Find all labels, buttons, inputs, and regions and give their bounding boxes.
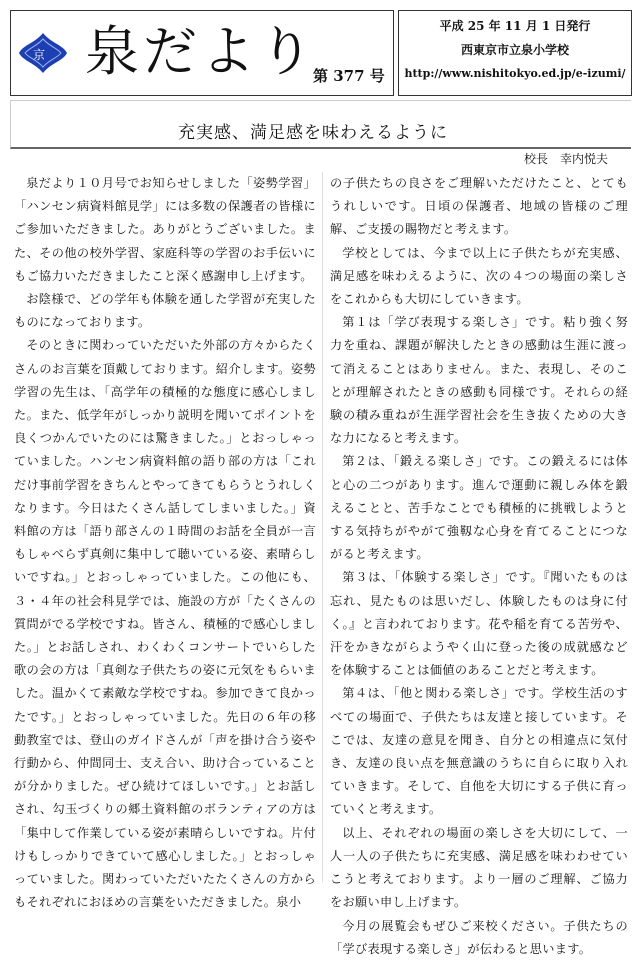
paragraph: の子供たちの良さをご理解いただけたこと、とてもうれしいです。日頃の保護者、地域の皆様のご理解、ご支援の賜物だと考えます。 bbox=[330, 176, 628, 237]
column-divider bbox=[322, 172, 323, 882]
emblem-label: 京 bbox=[33, 48, 46, 62]
paragraph: 今月の展覧会もぜひご来校ください。子供たちの「学び表現する楽しさ」が伝わると思います。 bbox=[330, 918, 628, 956]
paragraph: そのときに関わっていただいた外部の方々からたくさんのお言葉を頂戴しております。紹介します。姿勢学習の先生は、「高学年の積極的な態度に感心しました。また、低学年がしっかり説明を聞いてポイントを良くつかんでいたのには驚きました。」とおっしゃっていました。ハンセン病資料館の語り部の方は「これだけ事前学習をきちんとやってきてもらうとうれしくなります。今日はたくさん話してしまいました。」資料館の方は「語り部さんの１時間のお話を全員が一言もしゃべらず真剣に集中して聴いている姿、素晴らしいですね。」とおっしゃっていました。この他にも、３・４年の社会科見学では、施設の方が「たくさんの質問がでる学校ですね。皆さん、積極的で感心しました。」とお話しされ、わくわくコンサートでいらした歌の会の方は「真剣な子供たちの姿に元気をもらいました。温かくて素敵な学校ですね。参加できて良かったです。」とおっしゃっていました。先日の６年の移動教室では、登山のガイドさんが「声を掛け合う姿や行動から、仲間同士、支え合い、助け合っていることが分かりました。ぜひ続けてほしいです。」とお話しされ、勾玉づくりの郷土資料館のボランティアの方は「集中して作業している姿が素晴らしいですね。片付けもしっかりできていて感心しました。」とおっしゃっていました。関わっていただいたたくさんの方からもそれぞれにおほめの言葉をいただきました。泉小 bbox=[14, 338, 316, 910]
paragraph: 泉だより１０月号でお知らせしました「姿勢学習」「ハンセン病資料館見学」には多数の保護者の皆様にご参加いただきました。ありがとうございました。また、その他の校外学習、家庭科等の学習のお手伝いにもご協力いただきましたこと深く感謝申し上げます。 bbox=[14, 176, 316, 283]
left-column bbox=[14, 172, 316, 915]
paragraph: 第１は「学び表現する楽しさ」です。粘り強く努力を重ね、課題が解決したときの感動は生涯に渡って消えることはありません。また、表現し、そのことが理解されたときの感動も同様です。それらの経験の積み重ねが生涯学習社会を生き抜くための大きな力になると考えます。 bbox=[330, 315, 628, 446]
right-column bbox=[330, 172, 628, 961]
paragraph: 第２は、「鍛える楽しさ」です。この鍛えるには体と心の二つがあります。進んで運動に親しみ体を鍛えることと、苦手なことでも積極的に挑戦しようとする気持ちがやがて強靱な心身を育てることにつながると考えます。 bbox=[330, 454, 628, 562]
paragraph: 以上、それぞれの場面の楽しさを大切にして、一人一人の子供たちに充実感、満足感を味わわせていこうと考えております。より一層のご理解、ご協力をお願い申し上げます。 bbox=[330, 825, 628, 910]
school-name: 西東京市立泉小学校 bbox=[460, 43, 569, 57]
paragraph: 第４は、「他と関わる楽しさ」です。学校生活のすべての場面で、子供たちは友達と接しています。そこでは、友達の意見を聞き、自分との相違点に気付き、友達の良い点を無意識のうちに自らに取り入れていきます。そして、自他を大切にする子供に育っていくと考えます。 bbox=[330, 686, 628, 817]
paragraph: 学校としては、今まで以上に子供たちが充実感、満足感を味わえるように、次の４つの場面の楽しさをこれからも大切にしていきます。 bbox=[330, 245, 628, 307]
article-author: 校長 幸内悦夫 bbox=[524, 152, 609, 166]
issue-number: 第 377 号 bbox=[313, 67, 385, 85]
publication-date: 平成 25 年 11 月 1 日発行 bbox=[439, 19, 591, 33]
masthead bbox=[10, 10, 394, 96]
school-url: http://www.nishitokyo.ed.jp/e-izumi/ bbox=[404, 67, 626, 80]
paragraph: お陰様で、どの学年も体験を通した学習が充実したものになっております。 bbox=[14, 292, 316, 330]
newsletter-title: 泉だより bbox=[85, 20, 317, 83]
article-title: 充実感、満足感を味わえるように bbox=[178, 123, 448, 143]
paragraph: 第３は、「体験する楽しさ」です。『聞いたものは忘れ、見たものは思いだし、体験したものは身に付く。』と言われております。花や稲を育てる苦労や、汗をかきながらようやく山に登った後の成就感などを体験することは価値のあることだと考えます。 bbox=[330, 570, 628, 678]
publication-info bbox=[398, 10, 632, 96]
